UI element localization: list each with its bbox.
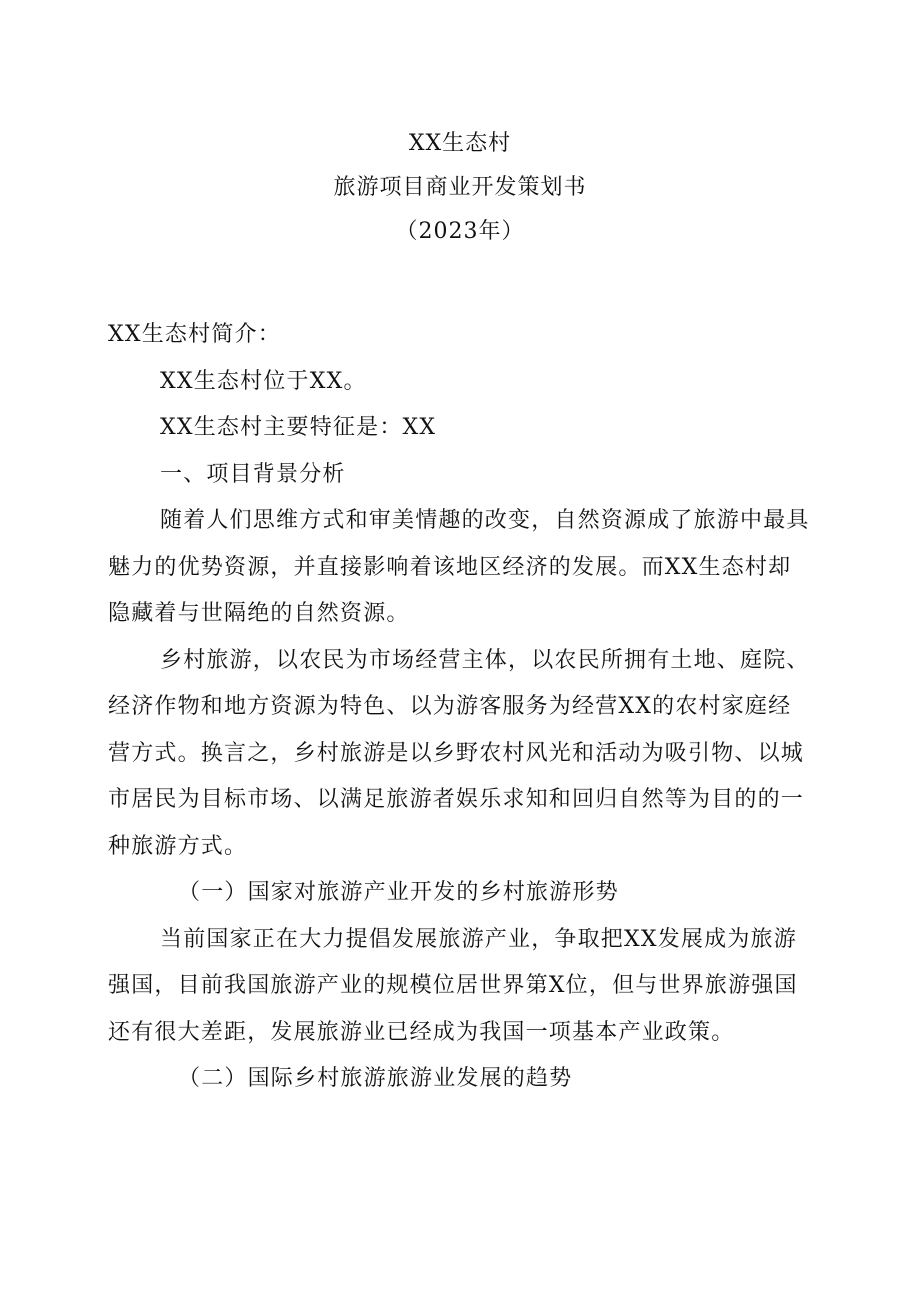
section1-paragraph2: 乡村旅游，以农民为市场经营主体，以农民所拥有土地、庭院、经济作物和地方资源为特色、以为游客服务为经营XX的农村家庭经营方式。换言之，乡村旅游是以乡野农村风光和活动为吸引物、以城市居民为目标市场、以满足旅游者娱乐求知和回归自然等为目的的一种旅游方式。 xyxy=(108,647,810,859)
document-title-block xyxy=(0,122,920,254)
plan-title: 旅游项目商业开发策划书 xyxy=(333,175,587,200)
section1-heading: 一、项目背景分析 xyxy=(160,461,346,487)
village-name-title: XX生态村 xyxy=(408,131,512,156)
subsection1-heading: （一）国家对旅游产业开发的乡村旅游形势 xyxy=(178,880,619,905)
features-paragraph: XX生态村主要特征是：XX xyxy=(160,415,437,440)
section1-paragraph1: 随着人们思维方式和审美情趣的改变，自然资源成了旅游中最具魅力的优势资源，并直接影响着该地区经济的发展。而XX生态村却隐藏着与世隔绝的自然资源。 xyxy=(108,508,810,626)
subsection1-paragraph: 当前国家正在大力提倡发展旅游产业，争取把XX发展成为旅游强国，目前我国旅游产业的规模位居世界第X位，但与世界旅游强国还有很大差距，发展旅游业已经成为我国一项基本产业政策。 xyxy=(108,926,798,1045)
location-paragraph: XX生态村位于XX。 xyxy=(160,368,367,394)
intro-heading: XX生态村简介： xyxy=(108,322,281,347)
subsection2-heading: （二）国际乡村旅游旅游业发展的趋势 xyxy=(178,1066,573,1091)
document-body xyxy=(108,312,814,1103)
year-title: （2023年） xyxy=(395,219,525,244)
